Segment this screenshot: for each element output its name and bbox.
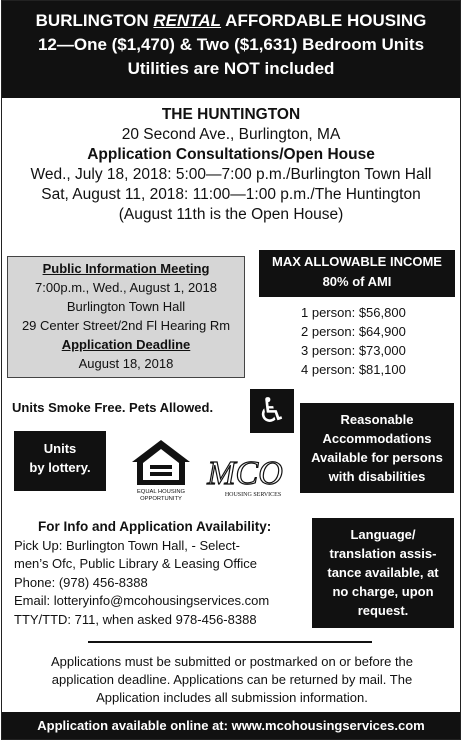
lottery-box: [14, 431, 106, 491]
accommodations-box: [300, 403, 454, 493]
contact-line: Pick Up: Burlington Town Hall, - Select-: [14, 537, 240, 553]
mco-letters: MCO: [207, 455, 283, 492]
contact-title: For Info and Application Availability:: [38, 519, 272, 534]
session-date-1: Wed., July 18, 2018: 5:00—7:00 p.m./Burlington Town Hall: [30, 166, 432, 183]
income-row: 3 person: $73,000: [301, 343, 406, 358]
session-date-2: Sat, August 11, 2018: 11:00—1:00 p.m./The Huntington: [41, 186, 421, 203]
language-box: [312, 518, 454, 628]
wheelchair-icon: ♿: [250, 389, 294, 433]
info-meeting-place: Burlington Town Hall: [66, 299, 186, 314]
language-line: request.: [357, 603, 409, 618]
mco-subtitle: HOUSING SERVICES: [224, 492, 282, 498]
submission-note-line: Applications must be submitted or postmarked on or before the: [50, 654, 414, 669]
venue-section: [2, 98, 460, 243]
header-banner: [2, 1, 460, 98]
info-meeting-time: 7:00p.m., Wed., August 1, 2018: [35, 280, 217, 295]
language-line: tance available, at: [327, 565, 439, 580]
contact-email: Email: lotteryinfo@mcohousingservices.com: [14, 593, 270, 608]
header-line-1: [2, 9, 460, 33]
info-meeting-panel: [7, 256, 245, 378]
flyer: [1, 0, 461, 740]
language-line: translation assis-: [329, 546, 437, 561]
submission-note-line: application deadline. Applications can be returned by mail. The: [51, 672, 413, 687]
accommodations-line: Reasonable: [340, 412, 414, 427]
header-line-2: 12—One ($1,470) & Two ($1,631) Bedroom Units: [37, 35, 425, 54]
income-row: 2 person: $64,900: [301, 324, 406, 339]
accommodations-line: Available for persons: [311, 450, 443, 465]
lottery-line: Units: [43, 441, 77, 456]
eho-text-1: EQUAL HOUSING: [136, 489, 186, 495]
middle-section: [2, 243, 460, 395]
header-line-3: Utilities are NOT included: [127, 59, 335, 78]
accommodations-line: with disabilities: [328, 469, 426, 484]
income-panel: [259, 250, 455, 390]
language-line: no charge, upon: [332, 584, 434, 599]
open-house-note: (August 11th is the Open House): [118, 206, 344, 223]
contact-section: [14, 518, 304, 629]
consultation-heading: Application Consultations/Open House: [87, 146, 375, 163]
language-line: Language/: [350, 527, 416, 542]
income-title-box: [259, 250, 455, 297]
income-ami: 80% of AMI: [322, 274, 392, 289]
contact-phone: Phone: (978) 456-8388: [14, 574, 148, 590]
submission-note: [26, 653, 438, 707]
smoke-free-note: Units Smoke Free. Pets Allowed.: [12, 400, 214, 415]
contact-line: men’s Ofc, Public Library & Leasing Office: [14, 556, 258, 571]
venue-address: 20 Second Ave., Burlington, MA: [121, 126, 341, 143]
mco-logo: [205, 453, 285, 499]
info-meeting-title: Public Information Meeting: [42, 261, 210, 276]
contact-tty: TTY/TTD: 711, when asked 978-456-8388: [14, 611, 257, 627]
header-line-1-post: AFFORDABLE HOUSING: [221, 11, 427, 30]
income-title: MAX ALLOWABLE INCOME: [272, 254, 442, 269]
income-rows: [259, 303, 455, 379]
eho-text-2: OPPORTUNITY: [140, 496, 182, 502]
income-row: 4 person: $81,100: [301, 362, 406, 377]
accommodations-line: Accommodations: [322, 431, 432, 446]
header-rental-emphasis: RENTAL: [153, 11, 222, 30]
header-line-1-pre: BURLINGTON: [35, 11, 154, 30]
venue-name: THE HUNTINGTON: [161, 106, 301, 123]
deadline-date: August 18, 2018: [78, 356, 174, 371]
submission-note-line: Application includes all submission information.: [96, 690, 368, 705]
lottery-line: by lottery.: [29, 460, 91, 475]
income-row: 1 person: $56,800: [301, 305, 406, 320]
deadline-label: Application Deadline: [61, 337, 191, 352]
footer-banner: Application available online at: www.mcohousingservices.com: [2, 712, 460, 739]
divider: [88, 641, 372, 643]
info-meeting-room: 29 Center Street/2nd Fl Hearing Rm: [21, 318, 231, 333]
equal-housing-logo: [130, 438, 192, 504]
